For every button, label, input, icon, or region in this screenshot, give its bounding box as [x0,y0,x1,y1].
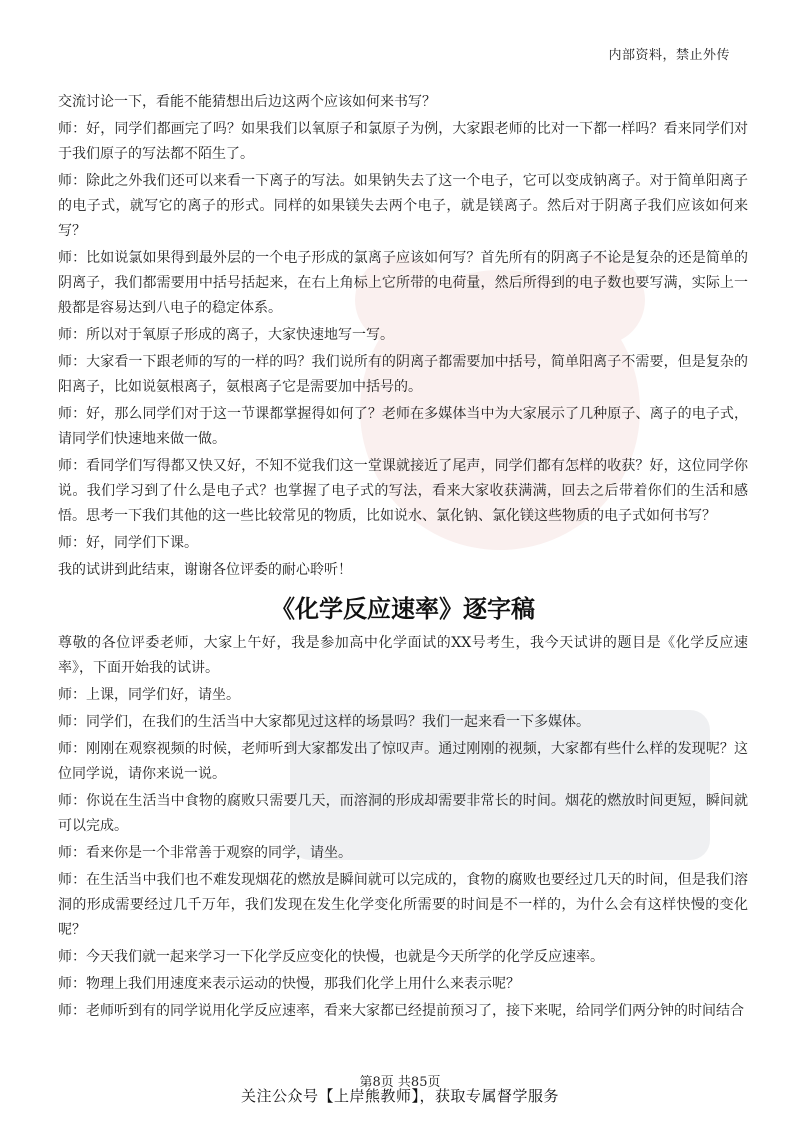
paragraph: 师：比如说氯如果得到最外层的一个电子形成的氯离子应该如何写？首先所有的阴离子不论是复杂的还是简单的阴离子，我们都需要用中括号括起来，在右上角标上它所带的电荷量，然后所得到的电子数也要写满，实际上一般都是容易达到八电子的稳定体系。 [58,250,748,316]
paragraph: 师：刚刚在观察视频的时候，老师听到大家都发出了惊叹声。通过刚刚的视频，大家都有些什么样的发现呢？这位同学说，请你来说一说。 [58,741,748,782]
paragraph: 师：除此之外我们还可以来看一下离子的写法。如果钠失去了这一个电子，它可以变成钠离子。对于简单阳离子的电子式，就写它的离子的形式。同样的如果镁失去两个电子，就是镁离子。然后对于阴离子我们应该如何来写？ [58,173,748,239]
paragraph: 师：你说在生活当中食物的腐败只需要几天，而溶洞的形成却需要非常长的时间。烟花的燃放时间更短，瞬间就可以完成。 [58,793,748,834]
paragraph: 我的试讲到此结束，谢谢各位评委的耐心聆听！ [58,562,352,578]
paragraph: 师：今天我们就一起来学习一下化学反应变化的快慢，也就是今天所学的化学反应速率。 [58,949,604,965]
page-number: 第8页 共85页 [359,1075,441,1090]
document-body [58,90,748,1026]
paragraph: 师：看来你是一个非常善于观察的同学，请坐。 [58,845,352,861]
paragraph: 师：大家看一下跟老师的写的一样的吗？我们说所有的阴离子都需要加中括号，简单阳离子不需要，但是复杂的阳离子，比如说氨根离子，氨根离子它是需要加中括号的。 [58,354,748,395]
paragraph: 师：所以对于氧原子形成的离子，大家快速地写一写。 [58,327,394,343]
paragraph: 师：在生活当中我们也不难发现烟花的燃放是瞬间就可以完成的，食物的腐败也要经过几天的时间，但是我们溶洞的形成需要经过几千万年，我们发现在发生化学变化所需要的时间是不一样的，为什么会有这样快慢的变化呢？ [58,872,748,938]
paragraph: 师：好，那么同学们对于这一节课都掌握得如何了？老师在多媒体当中为大家展示了几种原子、离子的电子式，请同学们快速地来做一做。 [58,406,748,447]
paragraph: 师：好，同学们下课。 [58,535,198,551]
section-title: 《化学反应速率》逐字稿 [271,594,535,623]
paragraph: 师：上课，同学们好，请坐。 [58,687,240,703]
paragraph: 师：同学们，在我们的生活当中大家都见过这样的场景吗？我们一起来看一下多媒体。 [58,714,590,730]
promo-footer: 关注公众号【上岸熊教师】，获取专属督学服务 [240,1087,559,1105]
paragraph: 尊敬的各位评委老师，大家上午好，我是参加高中化学面试的XX号考生，我今天试讲的题目是《化学反应速率》，下面开始我的试讲。 [58,635,748,676]
paragraph: 师：物理上我们用速度来表示运动的快慢，那我们化学上用什么来表示呢？ [58,976,520,992]
paragraph: 师：老师听到有的同学说用化学反应速率，看来大家都已经提前预习了，接下来呢，给同学们两分钟的时间结合 [58,1003,744,1019]
paragraph: 师：好，同学们都画完了吗？如果我们以氧原子和氯原子为例，大家跟老师的比对一下都一样吗？看来同学们对于我们原子的写法都不陌生了。 [58,121,748,162]
paragraph: 交流讨论一下，看能不能猜想出后边这两个应该如何来书写？ [58,94,436,110]
confidential-note: 内部资料，禁止外传 [608,48,730,63]
paragraph: 师：看同学们写得都又快又好，不知不觉我们这一堂课就接近了尾声，同学们都有怎样的收获？好，这位同学你说。我们学习到了什么是电子式？也掌握了电子式的写法，看来大家收获满满，回去之后带着你们的生活和感悟。思考一下我们其他的这一些比较常见的物质，比如说水、氯化钠、氯化镁这些物质的电子式如何书写？ [58,458,748,524]
